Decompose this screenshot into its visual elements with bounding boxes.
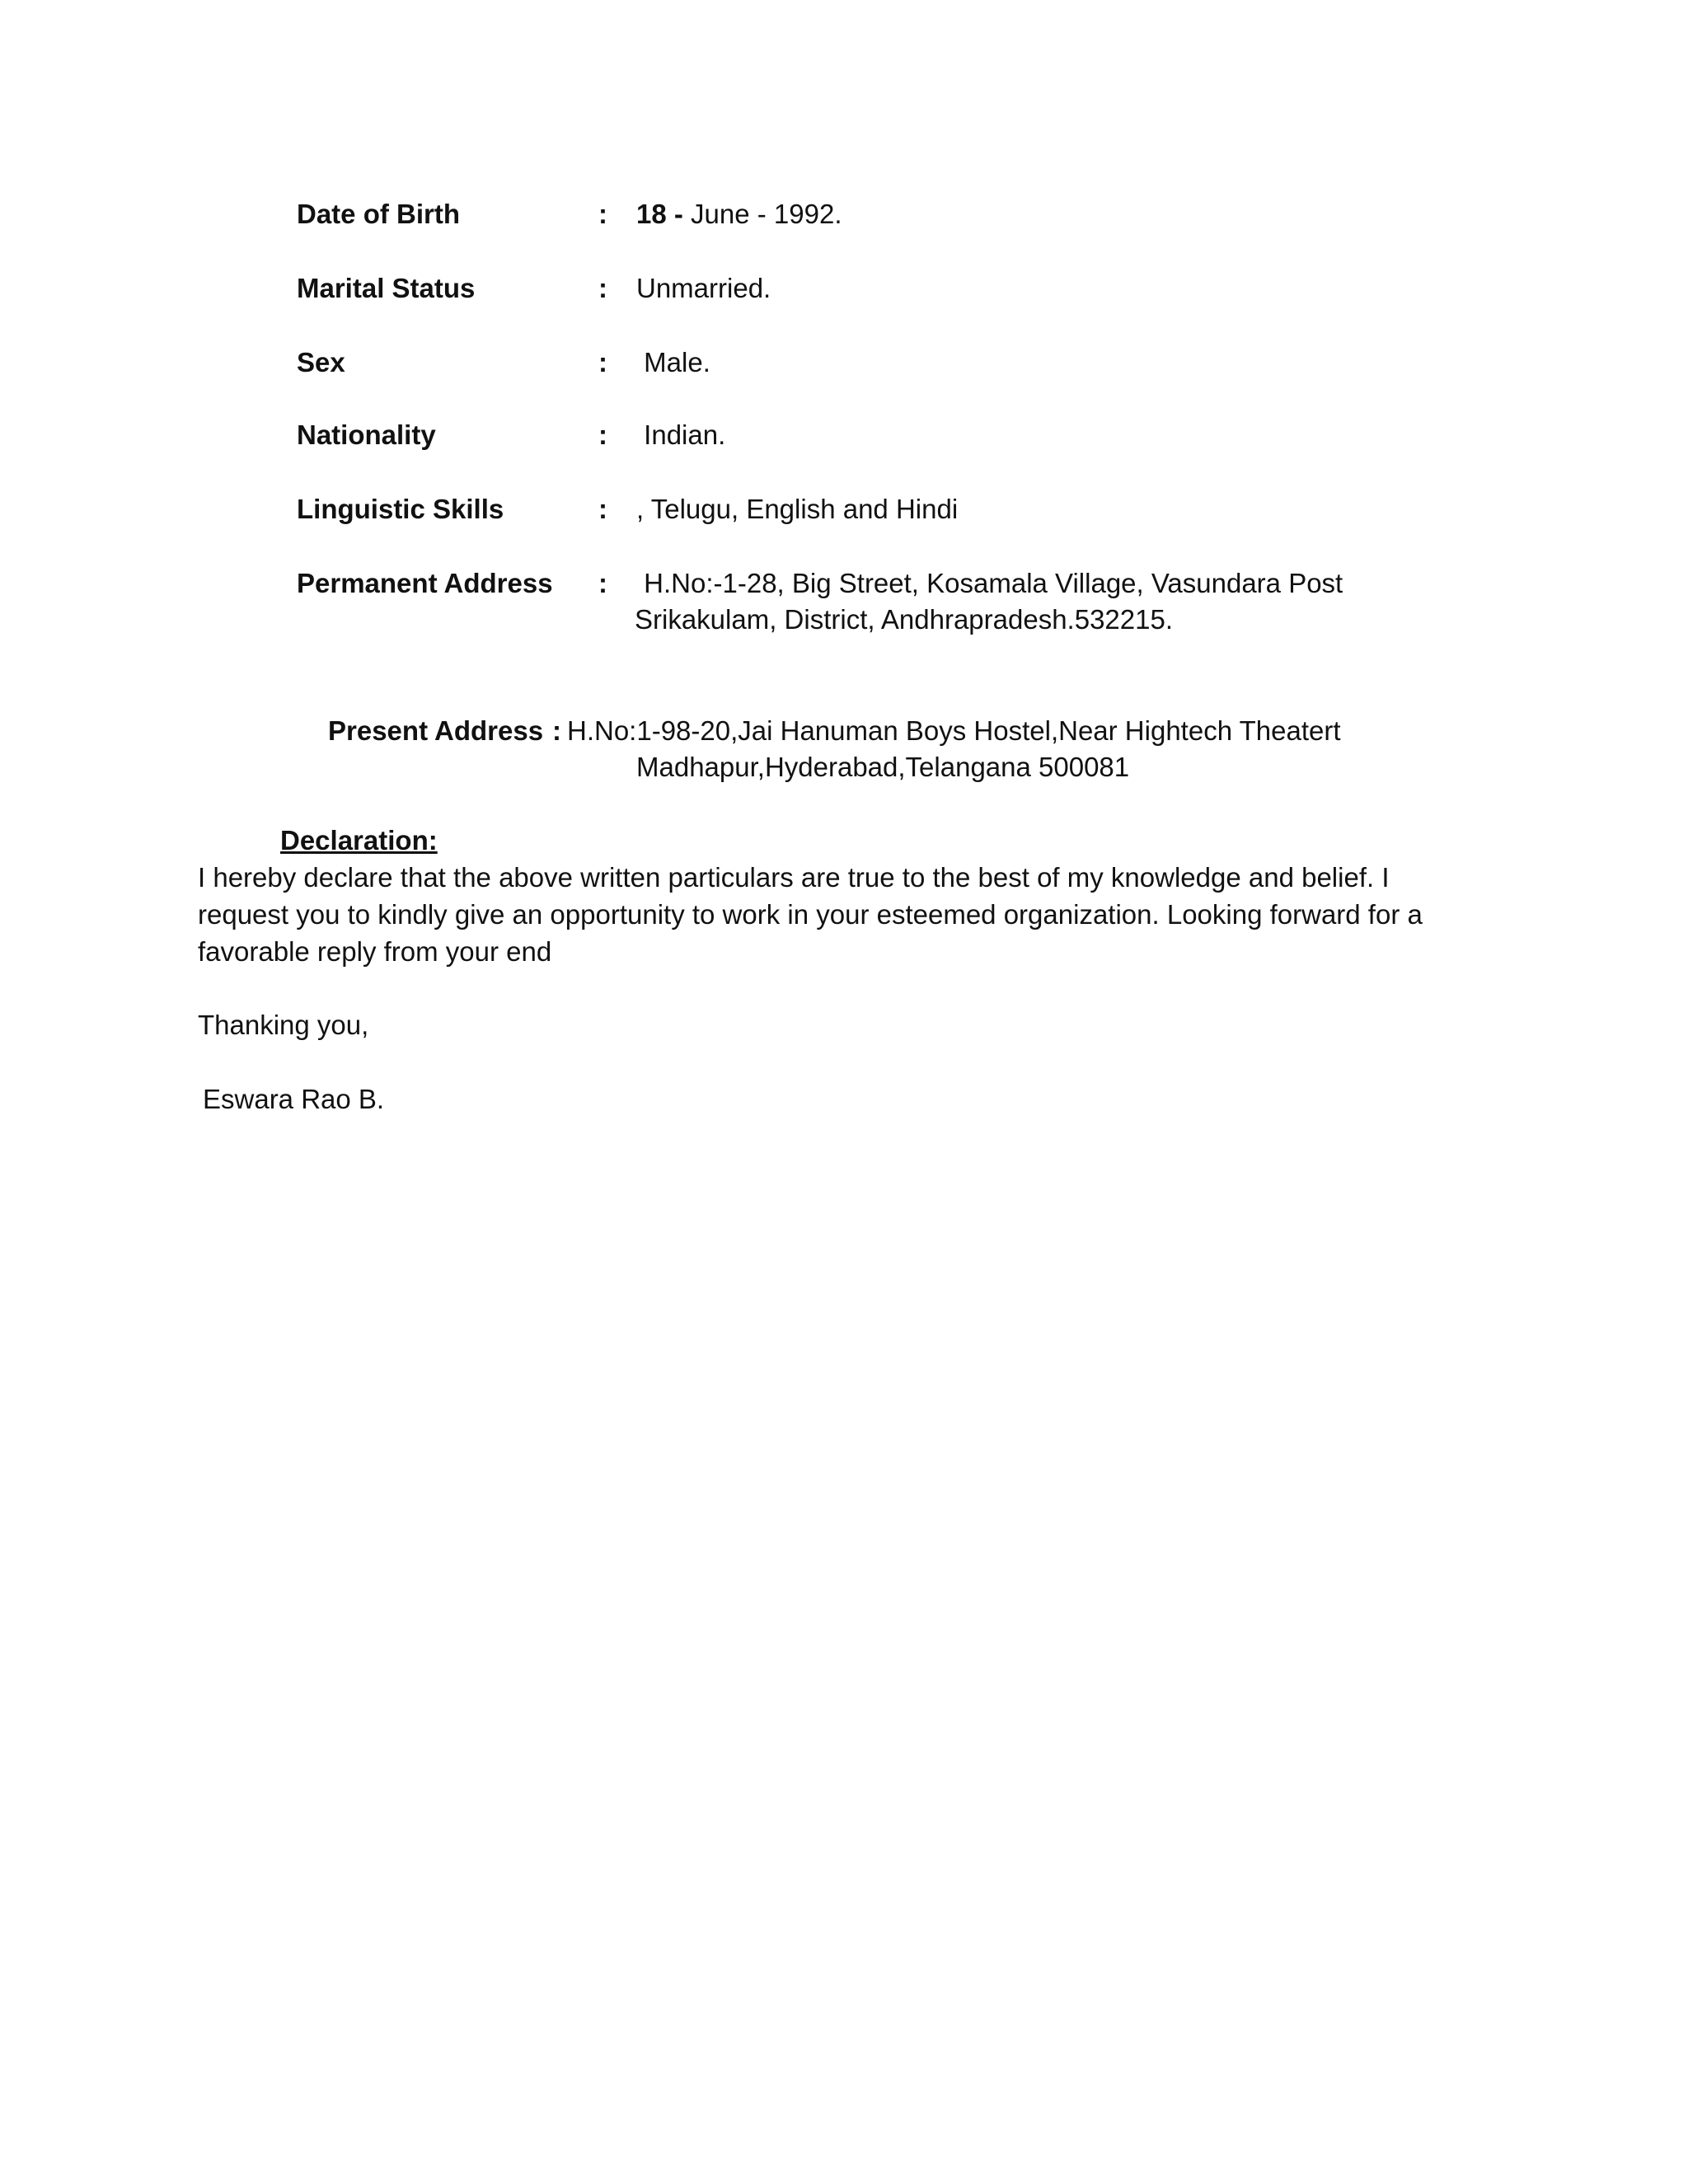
detail-colon: : bbox=[598, 199, 607, 229]
present-address-line2: Madhapur,Hyderabad,Telangana 500081 bbox=[636, 752, 1130, 782]
detail-value-line2: Srikakulam, District, Andhrapradesh.532215. bbox=[635, 604, 1174, 635]
detail-label: Marital Status bbox=[297, 273, 476, 303]
detail-colon: : bbox=[598, 273, 607, 303]
declaration-text: I hereby declare that the above written particulars are true to the best of my knowledge and belief. I request you to kindly give an opportunity to work in your esteemed organization. Looking forward for a favorable reply from your end bbox=[198, 862, 1423, 967]
detail-colon: : bbox=[598, 347, 607, 377]
detail-value bbox=[636, 196, 842, 232]
signature-name: Eswara Rao B. bbox=[203, 1084, 385, 1114]
closing-thanks: Thanking you, bbox=[198, 1010, 369, 1040]
detail-colon: : bbox=[598, 568, 607, 598]
detail-colon: : bbox=[598, 419, 607, 450]
dob-day: 18 - bbox=[636, 199, 683, 229]
detail-value: Indian. bbox=[636, 419, 726, 450]
detail-value: Male. bbox=[636, 347, 710, 377]
detail-label: Sex bbox=[297, 347, 345, 377]
detail-label: Linguistic Skills bbox=[297, 494, 504, 524]
detail-value: Unmarried. bbox=[636, 273, 771, 303]
present-address-colon: : bbox=[552, 715, 561, 746]
detail-colon: : bbox=[598, 494, 607, 524]
detail-label: Date of Birth bbox=[297, 199, 460, 229]
declaration-title: Declaration: bbox=[280, 825, 438, 855]
detail-value: H.No:-1-28, Big Street, Kosamala Village, Vasundara Post bbox=[636, 568, 1343, 598]
detail-label: Nationality bbox=[297, 419, 436, 450]
detail-label: Permanent Address bbox=[297, 568, 553, 598]
detail-value: , Telugu, English and Hindi bbox=[636, 494, 959, 524]
present-address-label: Present Address bbox=[328, 715, 544, 746]
present-address-line1: H.No:1-98-20,Jai Hanuman Boys Hostel,Near Hightech Theatert bbox=[567, 715, 1341, 746]
dob-rest: June - 1992. bbox=[682, 199, 842, 229]
